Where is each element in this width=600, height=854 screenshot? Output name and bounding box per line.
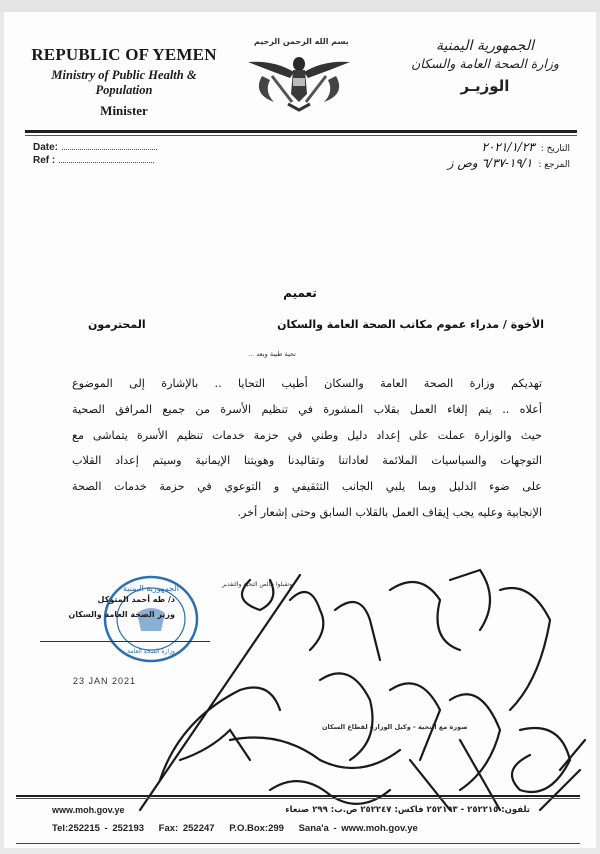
letter-body bbox=[72, 371, 542, 526]
date-label-ar: التاريخ : bbox=[540, 144, 570, 154]
closing-line: وتقبلوا خالص التحية والتقدير bbox=[222, 581, 293, 588]
footer-pobox: P.O.Box:299 bbox=[229, 823, 284, 834]
document-title: تعميم bbox=[283, 286, 317, 300]
handwritten-annotation-icon bbox=[120, 560, 590, 820]
body-line: أعلاه .. يتم إلغاء العمل بقلاب المشورة في تنظيم الأسرة من جميع المرافق الصحية bbox=[72, 402, 542, 416]
svg-text:وزارة الصحة العامة: وزارة الصحة العامة bbox=[127, 648, 175, 655]
basmala: بسم الله الرحمن الرحيم bbox=[254, 37, 349, 46]
date-handwritten: ٢٠٢١/١/٢٣ bbox=[481, 140, 535, 154]
ref-handwritten: ١٩/١-٦/٣٧ وص ز bbox=[447, 156, 533, 170]
ministry-name-en: Ministry of Public Health & Population bbox=[51, 68, 197, 97]
footer-tel: Tel:252215 - 252193 bbox=[52, 823, 145, 834]
received-date-stamp: 23 JAN 2021 bbox=[73, 676, 137, 686]
body-line: حيث والوزارة عملت على إعداد دليل وطني في حزمة خدمات تنظيم الأسرة يتماشى مع bbox=[72, 428, 542, 442]
footer-divider bbox=[16, 795, 580, 797]
salutation-respected: المحترمون bbox=[88, 318, 146, 331]
meta-arabic bbox=[448, 140, 570, 172]
addressee: الأخوة / مدراء عموم مكاتب الصحة العامة والسكان bbox=[277, 318, 544, 331]
date-label-en: Date: bbox=[33, 142, 59, 153]
body-line: على ضوء الدليل وبما يلبي الجانب التثقيفي و التوعوي في حزمة خدمات الصحة bbox=[72, 480, 542, 494]
meta-english bbox=[33, 141, 157, 167]
footer-divider-thin bbox=[16, 798, 580, 799]
footer-fax: Fax: 252247 bbox=[158, 823, 215, 834]
letterhead-english bbox=[24, 45, 224, 119]
signatory-title: وزير الصحة العامة والسكان bbox=[68, 610, 175, 619]
body-line: التوجهات والسياسيات الملائمة لعاداتنا وتقاليدنا وهويتنا الإيمانية وسيتم إعداد القلاب bbox=[72, 454, 542, 468]
header-divider-thin bbox=[25, 135, 577, 136]
eagle-emblem-icon bbox=[244, 50, 354, 112]
footer-city-web: Sana'a - www.moh.gov.ye bbox=[298, 823, 418, 834]
carbon-copy-note: صورة مع التحية - وكيل الوزارة لقطاع السكان bbox=[322, 723, 468, 731]
country-name-ar: الجمهورية اليمنية bbox=[435, 38, 534, 54]
viewer-top-bar bbox=[0, 0, 600, 12]
svg-text:الجمهورية اليمنية: الجمهورية اليمنية bbox=[122, 584, 180, 593]
ministry-name-ar: وزارة الصحة العامة والسكان bbox=[411, 56, 559, 71]
footer-english-contact bbox=[52, 823, 428, 834]
country-name-en: REPUBLIC OF YEMEN bbox=[31, 45, 217, 64]
body-line: الإنجابية وعليه يجب إيقاف العمل بالقلاب السابق وحتى إشعار أخر. bbox=[237, 505, 542, 519]
footer-bottom-rule bbox=[16, 843, 580, 844]
body-line: تهديكم وزارة الصحة العامة والسكان أطيب التحايا .. بالإشارة إلى الموضوع bbox=[72, 377, 542, 390]
office-name-en: Minister bbox=[100, 103, 148, 118]
signatory-name: د/ طه أحمد المتوكل bbox=[97, 595, 175, 604]
header-divider bbox=[25, 130, 577, 133]
footer-website-top: www.moh.gov.ye bbox=[52, 805, 125, 815]
footer-arabic-contact: تلفون: ٢٥٢٢١٥ - ٢٥٢١٩٣ فاكس: ٢٥٢٢٤٧ ص.ب: ٢٩٩ صنعاء bbox=[285, 805, 530, 815]
ref-label-ar: المرجع : bbox=[538, 160, 570, 170]
office-name-ar: الوزيـر bbox=[460, 77, 510, 95]
ref-label-en: Ref : bbox=[33, 155, 56, 166]
letterhead-arabic bbox=[400, 38, 570, 95]
greeting: تحية طيبة وبعد ... bbox=[248, 350, 296, 358]
